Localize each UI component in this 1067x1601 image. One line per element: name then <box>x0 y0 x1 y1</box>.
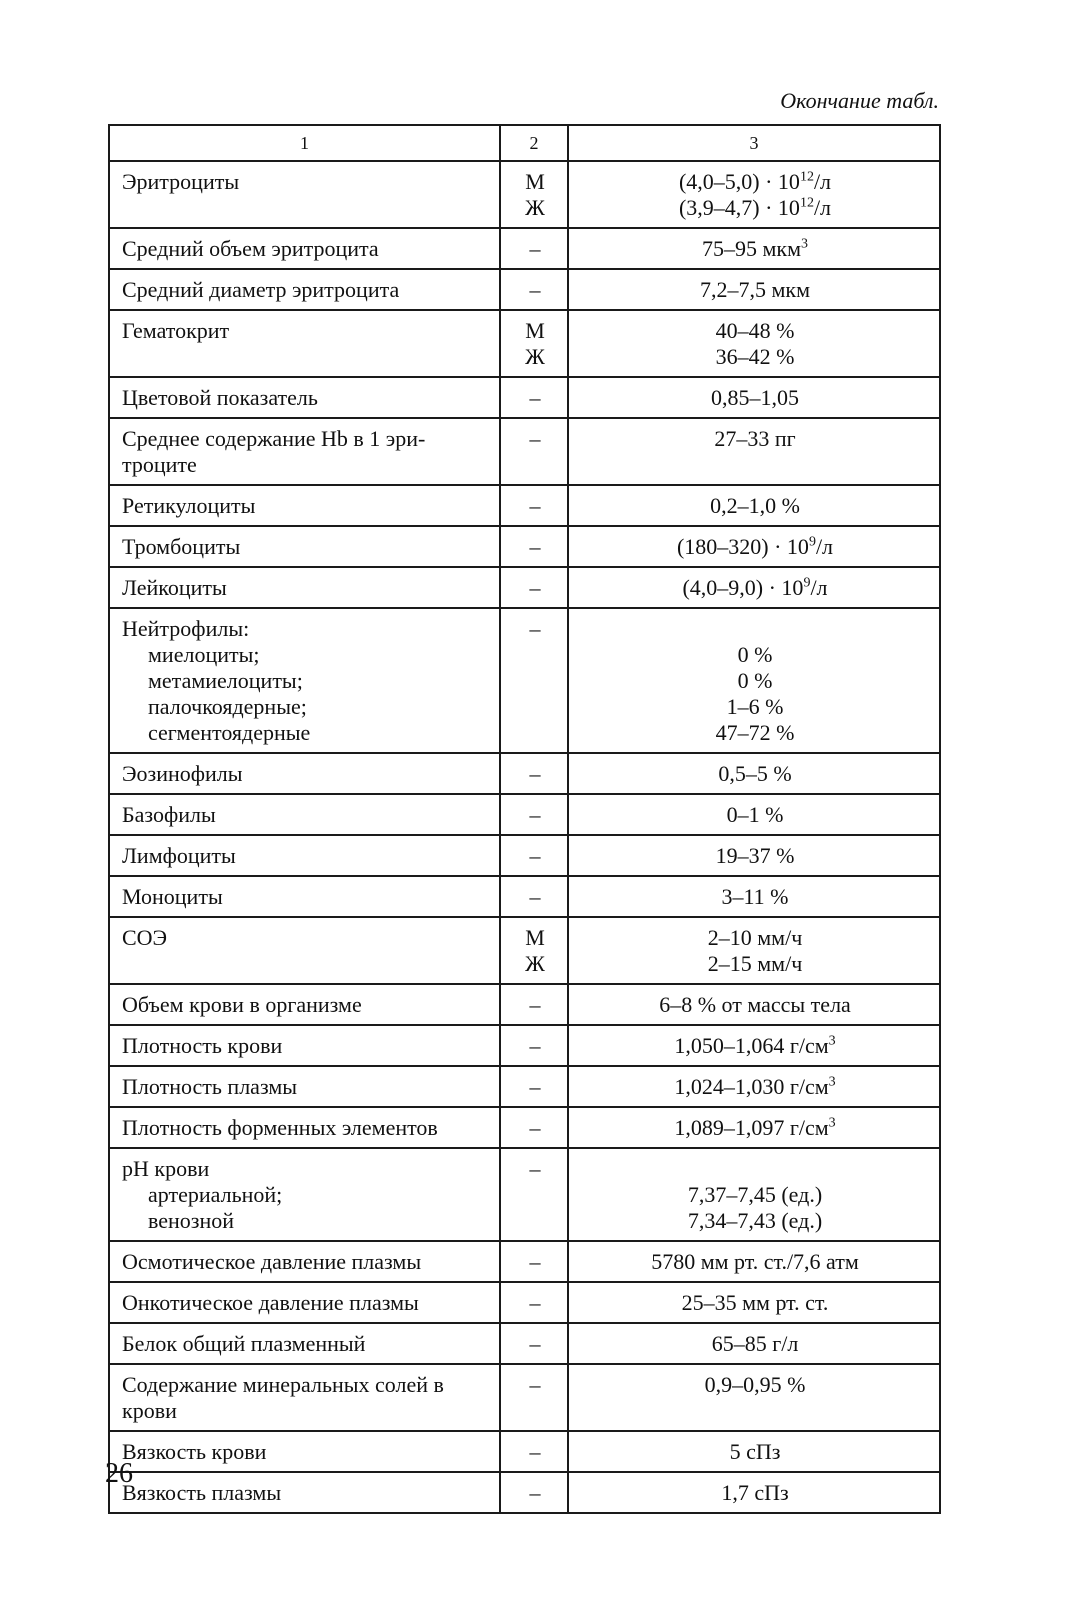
sex-label: – <box>529 843 541 868</box>
sex-label: Ж <box>525 344 545 369</box>
norm-value: 19–37 % <box>715 843 795 868</box>
table-body <box>109 161 940 1513</box>
norm-value: 0,85–1,05 <box>711 385 799 410</box>
sex-label: – <box>529 1439 541 1464</box>
parameter-name-cell <box>109 1364 500 1431</box>
norm-value: 0,5–5 % <box>718 761 792 786</box>
sex-cell <box>500 269 568 310</box>
norm-value: 65–85 г/л <box>711 1331 799 1356</box>
parameter-subitem: палочкоядерные; <box>148 694 307 719</box>
sex-label: – <box>529 1249 541 1274</box>
table-row <box>109 794 940 835</box>
table-row <box>109 269 940 310</box>
norm-value: 0 % <box>737 642 773 667</box>
norm-value-cell <box>568 794 940 835</box>
sex-label: – <box>529 802 541 827</box>
table-row <box>109 608 940 753</box>
table-continuation-caption: Окончание табл. <box>780 88 939 113</box>
norm-value-cell <box>568 1025 940 1066</box>
table-row <box>109 1364 940 1431</box>
sex-label: – <box>529 493 541 518</box>
norm-value-cell <box>568 269 940 310</box>
sex-label: М <box>525 318 545 343</box>
sex-label: – <box>529 761 541 786</box>
table-header-row <box>109 125 940 161</box>
norm-value-cell <box>568 485 940 526</box>
sex-label: – <box>529 1074 541 1099</box>
sex-cell <box>500 1431 568 1472</box>
sex-label: М <box>525 169 545 194</box>
sex-cell <box>500 753 568 794</box>
norm-value: 0,2–1,0 % <box>710 493 800 518</box>
norm-value-cell <box>568 567 940 608</box>
parameter-name: Моноциты <box>122 884 223 909</box>
sex-label: – <box>529 385 541 410</box>
table-row <box>109 753 940 794</box>
parameter-name-cell <box>109 377 500 418</box>
sex-cell <box>500 161 568 228</box>
norm-value: 7,34–7,43 (ед.) <box>687 1208 823 1233</box>
parameter-name: Осмотическое давление плазмы <box>122 1249 422 1274</box>
norm-value: 25–35 мм рт. ст. <box>681 1290 829 1315</box>
parameter-name-cell <box>109 1148 500 1241</box>
parameter-name-cell <box>109 1241 500 1282</box>
sex-label: – <box>529 1290 541 1315</box>
sex-cell <box>500 1364 568 1431</box>
table-row <box>109 1323 940 1364</box>
sex-cell <box>500 310 568 377</box>
norm-value: $(180-320) \cdot 10^9/л$ <box>676 534 834 559</box>
table-row <box>109 1148 940 1241</box>
norm-value-cell <box>568 1148 940 1241</box>
sex-label: – <box>529 426 541 451</box>
norm-value-cell <box>568 377 940 418</box>
sex-cell <box>500 526 568 567</box>
norm-value-cell <box>568 1323 940 1364</box>
norm-value: 3–11 % <box>721 884 789 909</box>
parameter-subitem: метамиелоциты; <box>148 668 303 693</box>
sex-cell <box>500 418 568 485</box>
parameter-subitem: венозной <box>148 1208 235 1233</box>
parameter-name-cell <box>109 1323 500 1364</box>
norm-value: 7,2–7,5 мкм <box>699 277 811 302</box>
parameter-subitem: артериальной; <box>148 1182 283 1207</box>
norm-value: 75–95 мкм$^3$ <box>701 236 809 261</box>
parameter-name: Плотность плазмы <box>122 1074 298 1099</box>
parameter-name-cell <box>109 418 500 485</box>
parameter-name: Среднее содержание Hb в 1 эри-троците <box>122 426 426 477</box>
parameter-name: Эритроциты <box>122 169 240 194</box>
table-row <box>109 567 940 608</box>
sex-cell <box>500 485 568 526</box>
parameter-name-cell <box>109 876 500 917</box>
norm-value-cell <box>568 608 940 753</box>
table-row <box>109 1025 940 1066</box>
parameter-subitem: миелоциты; <box>148 642 260 667</box>
norm-value: $(4,0-5,0) \cdot 10^{12}/л$ <box>678 169 832 194</box>
sex-label: – <box>529 236 541 261</box>
norm-value: $(3,9-4,7) \cdot 10^{12}/л$ <box>678 195 832 220</box>
sex-cell <box>500 377 568 418</box>
column-header-3: 3 <box>568 125 940 161</box>
table-row <box>109 1107 940 1148</box>
norm-value: 1–6 % <box>726 694 784 719</box>
parameter-name: Вязкость плазмы <box>122 1480 282 1505</box>
parameter-name: Содержание минеральных солей в крови <box>122 1372 444 1423</box>
norm-value-cell <box>568 1472 940 1513</box>
norm-value: 1,024–1,030 $г/см^3$ <box>674 1074 836 1099</box>
parameter-name: Гематокрит <box>122 318 230 343</box>
parameter-name-cell <box>109 835 500 876</box>
table-row <box>109 1241 940 1282</box>
parameter-name: Плотность крови <box>122 1033 283 1058</box>
norm-value-cell <box>568 526 940 567</box>
sex-cell <box>500 794 568 835</box>
parameter-name: Базофилы <box>122 802 216 827</box>
parameter-name: Средний диаметр эритроцита <box>122 277 400 302</box>
norm-value: 0,9–0,95 % <box>704 1372 806 1397</box>
parameter-name-cell <box>109 161 500 228</box>
parameter-name-cell <box>109 1025 500 1066</box>
sex-cell <box>500 876 568 917</box>
parameter-name-cell <box>109 917 500 984</box>
norm-value-cell <box>568 876 940 917</box>
sex-cell <box>500 1241 568 1282</box>
norm-value: 1,089–1,097 $г/см^3$ <box>674 1115 836 1140</box>
blood-parameters-table <box>108 124 941 1514</box>
norm-value: 0–1 % <box>726 802 784 827</box>
norm-value: 1,050–1,064 $г/см^3$ <box>674 1033 836 1058</box>
sex-cell <box>500 608 568 753</box>
table-row <box>109 377 940 418</box>
sex-label: – <box>529 1033 541 1058</box>
sex-label: Ж <box>525 951 545 976</box>
table-row <box>109 485 940 526</box>
parameter-name: Белок общий плазменный <box>122 1331 366 1356</box>
parameter-name-cell <box>109 269 500 310</box>
parameter-name: Плотность форменных элементов <box>122 1115 438 1140</box>
parameter-name: pH крови <box>122 1156 210 1181</box>
parameter-name: Ретикулоциты <box>122 493 256 518</box>
table-row <box>109 161 940 228</box>
norm-value: 2–15 мм/ч <box>707 951 803 976</box>
table-row <box>109 1066 940 1107</box>
norm-value-cell <box>568 835 940 876</box>
sex-cell <box>500 1472 568 1513</box>
sex-cell <box>500 567 568 608</box>
parameter-name-cell <box>109 1472 500 1513</box>
parameter-name-cell <box>109 526 500 567</box>
parameter-subitem: сегментоядерные <box>148 720 311 745</box>
table-row <box>109 1472 940 1513</box>
norm-value: 5780 мм рт. ст./7,6 атм <box>651 1249 859 1274</box>
parameter-name-cell <box>109 228 500 269</box>
norm-value-cell <box>568 1241 940 1282</box>
sex-label: – <box>529 1372 541 1397</box>
norm-value-cell <box>568 418 940 485</box>
sex-cell <box>500 835 568 876</box>
parameter-name: Нейтрофилы: <box>122 616 250 641</box>
table-row <box>109 917 940 984</box>
norm-value-cell <box>568 1364 940 1431</box>
parameter-name: СОЭ <box>122 925 168 950</box>
parameter-name-cell <box>109 1066 500 1107</box>
norm-value-cell <box>568 1066 940 1107</box>
norm-value: 1,7 сПз <box>721 1480 789 1505</box>
page-number: 26 <box>105 1458 133 1489</box>
sex-label: Ж <box>525 195 545 220</box>
norm-value: 47–72 % <box>715 720 795 745</box>
table-row <box>109 228 940 269</box>
parameter-name-cell <box>109 485 500 526</box>
parameter-name: Лейкоциты <box>122 575 227 600</box>
sex-cell <box>500 917 568 984</box>
column-header-1: 1 <box>109 125 500 161</box>
sex-label: – <box>529 277 541 302</box>
table-row <box>109 876 940 917</box>
norm-value-cell <box>568 753 940 794</box>
parameter-name-cell <box>109 753 500 794</box>
parameter-name: Онкотическое давление плазмы <box>122 1290 419 1315</box>
table-row <box>109 984 940 1025</box>
norm-value-cell <box>568 917 940 984</box>
sex-label: – <box>529 575 541 600</box>
sex-label: – <box>529 616 541 641</box>
column-header-2: 2 <box>500 125 568 161</box>
sex-cell <box>500 1107 568 1148</box>
norm-value: 27–33 пг <box>714 426 796 451</box>
table-row <box>109 310 940 377</box>
sex-label: – <box>529 1480 541 1505</box>
parameter-name-cell <box>109 794 500 835</box>
norm-value: 40–48 % <box>715 318 795 343</box>
parameter-name-cell <box>109 310 500 377</box>
norm-value: 0 % <box>737 668 773 693</box>
norm-value: 5 сПз <box>729 1439 781 1464</box>
norm-value-cell <box>568 1107 940 1148</box>
table-row <box>109 1282 940 1323</box>
sex-cell <box>500 1148 568 1241</box>
parameter-name-cell <box>109 567 500 608</box>
norm-value-cell <box>568 1282 940 1323</box>
sex-label: – <box>529 992 541 1017</box>
parameter-name-cell <box>109 984 500 1025</box>
sex-label: – <box>529 1115 541 1140</box>
sex-cell <box>500 228 568 269</box>
sex-label: М <box>525 925 545 950</box>
norm-value: 36–42 % <box>715 344 795 369</box>
sex-label: – <box>529 534 541 559</box>
parameter-name: Лимфоциты <box>122 843 236 868</box>
table-row <box>109 526 940 567</box>
norm-value-cell <box>568 984 940 1025</box>
table-row <box>109 835 940 876</box>
parameter-name-cell <box>109 1431 500 1472</box>
sex-cell <box>500 1066 568 1107</box>
parameter-name: Тромбоциты <box>122 534 241 559</box>
sex-cell <box>500 1282 568 1323</box>
parameter-name: Объем крови в организме <box>122 992 362 1017</box>
norm-value: 7,37–7,45 (ед.) <box>687 1182 823 1207</box>
parameter-name-cell <box>109 1107 500 1148</box>
parameter-name: Цветовой показатель <box>122 385 318 410</box>
norm-value: $(4,0-9,0) \cdot 10^9/л$ <box>682 575 828 600</box>
sex-cell <box>500 1025 568 1066</box>
norm-value: 2–10 мм/ч <box>707 925 803 950</box>
norm-value-cell <box>568 1431 940 1472</box>
sex-cell <box>500 1323 568 1364</box>
sex-label: – <box>529 1156 541 1181</box>
parameter-name: Эозинофилы <box>122 761 243 786</box>
parameter-name: Средний объем эритроцита <box>122 236 379 261</box>
sex-label: – <box>529 884 541 909</box>
table-row <box>109 418 940 485</box>
sex-label: – <box>529 1331 541 1356</box>
sex-cell <box>500 984 568 1025</box>
norm-value-cell <box>568 161 940 228</box>
norm-value: 6–8 % от массы тела <box>659 992 851 1017</box>
parameter-name-cell <box>109 608 500 753</box>
norm-value-cell <box>568 228 940 269</box>
parameter-name: Вязкость крови <box>122 1439 267 1464</box>
norm-value-cell <box>568 310 940 377</box>
parameter-name-cell <box>109 1282 500 1323</box>
table-row <box>109 1431 940 1472</box>
